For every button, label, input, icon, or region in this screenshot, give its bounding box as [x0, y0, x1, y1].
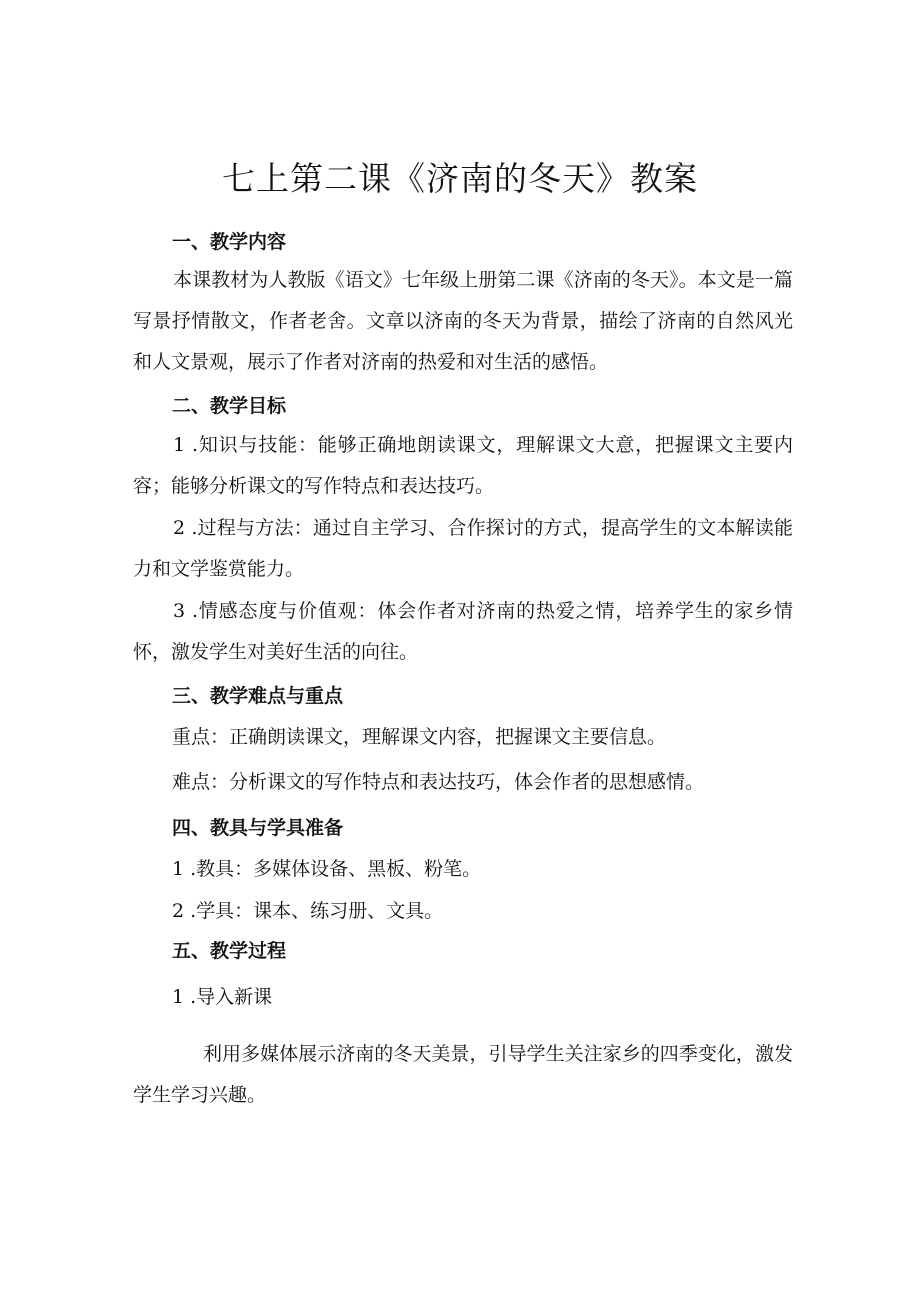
- section-heading-teaching-process: 五、教学过程: [172, 940, 287, 962]
- section-paragraph-teaching-content: 本课教材为人教版《语文》七年级上册第二课《济南的冬天》。本文是一篇写景抒情散文，作者老舍。文章以济南的冬天为背景，描绘了济南的自然风光和人文景观，展示了作者对济南的热爱和对生活的感悟。: [133, 269, 793, 373]
- section-heading-teaching-goals: 二、教学目标: [172, 395, 287, 417]
- key-point-line: 重点：正确朗读课文，理解课文内容，把握课文主要信息。: [172, 726, 667, 748]
- goal-item-knowledge: 1 .知识与技能：能够正确地朗读课文，理解课文大意，把握课文主要内容；能够分析课文的写作特点和表达技巧。: [133, 434, 793, 497]
- section-heading-materials: 四、教具与学具准备: [172, 817, 344, 839]
- difficulty-line: 难点：分析课文的写作特点和表达技巧，体会作者的思想感情。: [172, 771, 705, 793]
- process-step-paragraph: 利用多媒体展示济南的冬天美景，引导学生关注家乡的四季变化，激发学生学习兴趣。: [133, 1043, 793, 1106]
- section-heading-key-points: 三、教学难点与重点: [172, 685, 344, 707]
- goal-item-process: 2 .过程与方法：通过自主学习、合作探讨的方式，提高学生的文本解读能力和文学鉴赏能力。: [133, 517, 793, 580]
- goal-item-emotion: 3 .情感态度与价值观：体会作者对济南的热爱之情，培养学生的家乡情怀，激发学生对美好生活的向往。: [133, 600, 793, 663]
- materials-item-teacher: 1 .教具：多媒体设备、黑板、粉笔。: [172, 858, 482, 880]
- materials-item-student: 2 .学具：课本、练习册、文具。: [172, 900, 444, 922]
- document-title: 七上第二课《济南的冬天》教案: [222, 159, 698, 198]
- section-heading-teaching-content: 一、教学内容: [172, 231, 287, 253]
- process-step-intro: 1 .导入新课: [172, 986, 273, 1008]
